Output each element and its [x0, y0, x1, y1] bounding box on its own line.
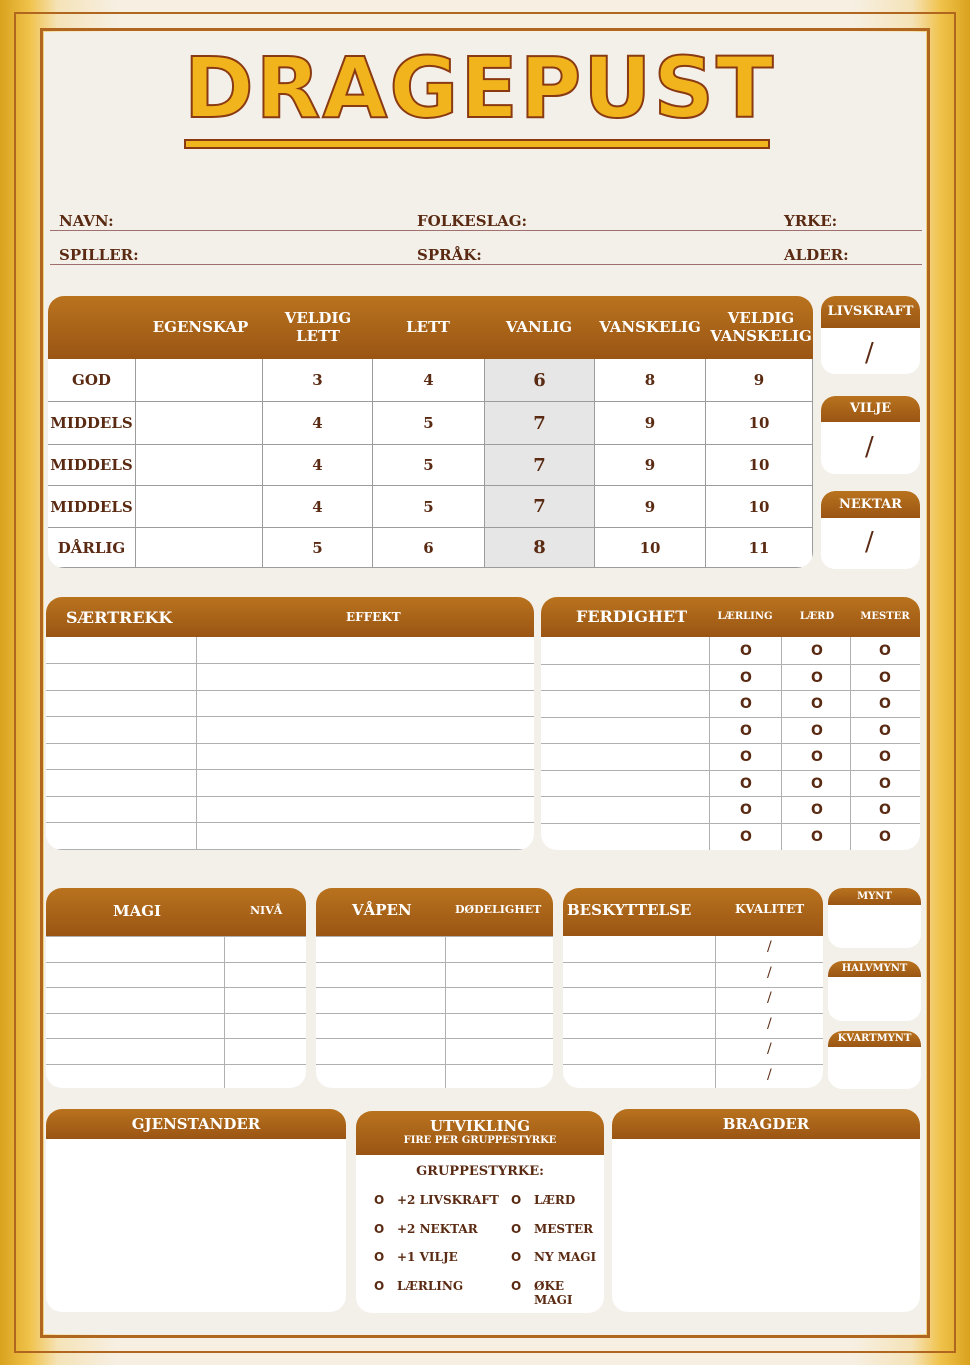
- development-checkbox[interactable]: O: [511, 1250, 522, 1264]
- weapons-panel: [316, 888, 553, 1088]
- protection-row-line: [563, 1013, 823, 1014]
- skill-checkbox[interactable]: O: [879, 828, 891, 845]
- traits-row-line: [46, 822, 534, 823]
- difficulty-value: 5: [373, 445, 485, 486]
- spiller-label: SPILLER:: [59, 246, 139, 264]
- skill-checkbox[interactable]: O: [740, 749, 752, 765]
- vilje-box[interactable]: [821, 396, 920, 474]
- skill-checkbox[interactable]: O: [811, 749, 823, 765]
- skills-row-line: [541, 743, 920, 744]
- magic-row-line: [46, 962, 306, 963]
- weapons-title: VÅPEN: [352, 901, 412, 919]
- development-checkbox[interactable]: O: [374, 1250, 385, 1264]
- skill-checkbox[interactable]: O: [879, 802, 891, 818]
- field-line-1: [50, 230, 922, 231]
- attribute-value-field[interactable]: [136, 528, 263, 568]
- protection-slash: /: [767, 964, 772, 981]
- title-underline: [184, 139, 770, 149]
- magic-row-line: [46, 1038, 306, 1039]
- development-option-label: MESTER: [534, 1222, 594, 1236]
- traits-row-line: [46, 849, 534, 850]
- protection-panel: [563, 888, 823, 1088]
- skill-checkbox[interactable]: O: [811, 722, 823, 739]
- mynt-box[interactable]: [828, 888, 921, 948]
- attribute-row-label: GOD: [48, 359, 136, 402]
- nektar-box[interactable]: [821, 491, 920, 569]
- skills-row-line: [541, 796, 920, 797]
- magic-column-divider: [224, 936, 225, 1088]
- development-checkbox[interactable]: O: [511, 1193, 522, 1207]
- development-option-label: ØKE MAGI: [534, 1279, 573, 1307]
- header-veldig-vanskelig: VELDIG VANSKELIG: [710, 309, 812, 345]
- difficulty-value: 5: [373, 486, 485, 528]
- kvartmynt-box[interactable]: [828, 1031, 921, 1089]
- magic-header: [46, 888, 306, 936]
- protection-row-line: [563, 962, 823, 963]
- difficulty-value: 4: [263, 486, 373, 528]
- development-option-label: +2 LIVSKRAFT: [397, 1193, 499, 1207]
- skills-row-line: [541, 717, 920, 718]
- attribute-value-field[interactable]: [136, 402, 263, 445]
- weapons-row-line: [316, 1013, 553, 1014]
- development-checkbox[interactable]: O: [374, 1279, 385, 1293]
- protection-row-line: [563, 1064, 823, 1065]
- sprak-label: SPRÅK:: [417, 246, 482, 264]
- skill-checkbox[interactable]: O: [740, 722, 752, 739]
- development-option-label: +1 VILJE: [397, 1250, 458, 1264]
- weapons-row-line: [316, 987, 553, 988]
- skill-checkbox[interactable]: O: [811, 643, 823, 659]
- magic-panel: [46, 888, 306, 1088]
- difficulty-value: 9: [595, 486, 706, 528]
- difficulty-value: 8: [595, 359, 706, 402]
- attribute-row-label: MIDDELS: [48, 486, 136, 528]
- traits-column-divider: [196, 637, 197, 850]
- skill-checkbox[interactable]: O: [879, 669, 891, 686]
- attribute-row-label: DÅRLIG: [48, 528, 136, 568]
- mynt-label: MYNT: [828, 888, 921, 905]
- halvmynt-box[interactable]: [828, 961, 921, 1021]
- weapons-column-divider: [445, 936, 446, 1088]
- skill-checkbox[interactable]: O: [879, 696, 891, 712]
- traits-row-line: [46, 716, 534, 717]
- difficulty-value: 3: [263, 359, 373, 402]
- difficulty-value: 10: [706, 486, 813, 528]
- protection-row-line: [563, 987, 823, 988]
- group-strength-label: GRUPPESTYRKE:: [416, 1164, 544, 1179]
- field-line-2: [50, 264, 922, 265]
- protection-slash: /: [767, 990, 772, 1006]
- weapons-row-line: [316, 1064, 553, 1065]
- skill-checkbox[interactable]: O: [879, 722, 891, 739]
- attribute-value-field[interactable]: [136, 486, 263, 528]
- skills-row-line: [541, 664, 920, 665]
- attribute-table-header: [48, 296, 813, 359]
- weapons-header: [316, 888, 553, 936]
- skill-checkbox[interactable]: O: [811, 775, 823, 792]
- traits-effect-label: EFFEKT: [346, 610, 401, 624]
- vilje-slash: /: [865, 432, 874, 462]
- skills-header: [541, 597, 920, 637]
- attribute-row-label: MIDDELS: [48, 402, 136, 445]
- traits-row-line: [46, 690, 534, 691]
- attribute-value-field[interactable]: [136, 359, 263, 402]
- protection-quality-label: KVALITET: [735, 902, 805, 916]
- difficulty-value: 8: [485, 528, 595, 568]
- attribute-table: [48, 296, 813, 568]
- skills-panel: [541, 597, 920, 850]
- development-option-label: LÆRLING: [397, 1279, 464, 1293]
- development-title: UTVIKLING: [429, 1117, 531, 1135]
- development-option-label: LÆRD: [534, 1193, 576, 1207]
- magic-row-line: [46, 1064, 306, 1065]
- difficulty-value: 4: [373, 359, 485, 402]
- nektar-label: NEKTAR: [821, 491, 920, 518]
- skill-level-laerling: LÆRLING: [717, 611, 773, 622]
- traits-title: SÆRTREKK: [66, 608, 173, 627]
- header-egenskap: EGENSKAP: [152, 318, 249, 336]
- magic-title: MAGI: [113, 902, 162, 920]
- skill-checkbox[interactable]: O: [879, 749, 891, 765]
- items-panel[interactable]: [46, 1109, 346, 1312]
- skill-checkbox[interactable]: O: [740, 643, 752, 659]
- traits-header: [46, 597, 534, 637]
- development-checkbox[interactable]: O: [374, 1193, 385, 1207]
- difficulty-value: 9: [595, 445, 706, 486]
- difficulty-value: 7: [485, 445, 595, 486]
- difficulty-value: 9: [595, 402, 706, 445]
- difficulty-value: 7: [485, 486, 595, 528]
- skill-checkbox[interactable]: O: [811, 669, 823, 686]
- attribute-value-field[interactable]: [136, 445, 263, 486]
- skill-checkbox[interactable]: O: [811, 828, 823, 845]
- difficulty-value: 5: [373, 402, 485, 445]
- halvmynt-label: HALVMYNT: [828, 961, 921, 977]
- livskraft-slash: /: [865, 338, 874, 368]
- protection-slash: /: [767, 1015, 772, 1032]
- skills-row-line: [541, 770, 920, 771]
- skill-checkbox[interactable]: O: [811, 696, 823, 712]
- header-veldig-lett: VELDIG LETT: [284, 309, 352, 345]
- difficulty-value: 10: [706, 445, 813, 486]
- header-vanlig: VANLIG: [505, 318, 573, 336]
- traits-panel: [46, 597, 534, 850]
- magic-row-line: [46, 1013, 306, 1014]
- magic-level-label: NIVÅ: [250, 904, 283, 917]
- weapons-lethality-label: DØDELIGHET: [455, 903, 542, 916]
- traits-row-line: [46, 743, 534, 744]
- difficulty-value: 6: [485, 359, 595, 402]
- development-option-label: +2 NEKTAR: [397, 1222, 478, 1236]
- weapons-row-line: [316, 962, 553, 963]
- difficulty-value: 4: [263, 402, 373, 445]
- protection-slash: /: [767, 1066, 772, 1083]
- header-lett: LETT: [406, 318, 450, 336]
- development-header: [356, 1111, 604, 1155]
- difficulty-value: 11: [706, 528, 813, 568]
- skill-checkbox[interactable]: O: [811, 802, 823, 818]
- weapons-row-line: [316, 936, 553, 937]
- sheet-title: DRAGEPUST: [184, 39, 776, 137]
- difficulty-value: 6: [373, 528, 485, 568]
- development-checkbox[interactable]: O: [511, 1222, 522, 1236]
- development-checkbox[interactable]: O: [374, 1222, 385, 1236]
- navn-label: NAVN:: [59, 212, 114, 230]
- skills-row-line: [541, 823, 920, 824]
- skill-checkbox[interactable]: O: [740, 802, 752, 818]
- skill-checkbox[interactable]: O: [740, 696, 752, 712]
- protection-title: BESKYTTELSE: [567, 901, 692, 919]
- nektar-slash: /: [865, 527, 874, 557]
- protection-header: [563, 888, 823, 936]
- skill-level-laerd: LÆRD: [799, 611, 835, 622]
- alder-label: ALDER:: [784, 246, 849, 264]
- items-title: GJENSTANDER: [131, 1115, 261, 1133]
- skill-checkbox[interactable]: O: [740, 828, 752, 845]
- protection-slash: /: [767, 1041, 772, 1057]
- folkeslag-label: FOLKESLAG:: [417, 212, 528, 230]
- traits-row-line: [46, 796, 534, 797]
- items-header: [46, 1109, 346, 1139]
- protection-slash: /: [767, 939, 772, 955]
- protection-row-line: [563, 1038, 823, 1039]
- livskraft-box[interactable]: [821, 296, 920, 374]
- difficulty-value: 10: [595, 528, 706, 568]
- development-panel: [356, 1111, 604, 1313]
- feats-title: BRAGDER: [722, 1115, 810, 1133]
- skills-title: FERDIGHET: [576, 607, 688, 626]
- feats-header: [612, 1109, 920, 1139]
- skill-checkbox[interactable]: O: [879, 643, 891, 659]
- livskraft-label: LIVSKRAFT: [821, 296, 920, 328]
- traits-row-line: [46, 663, 534, 664]
- attribute-row-label: MIDDELS: [48, 445, 136, 486]
- difficulty-value: 10: [706, 402, 813, 445]
- kvartmynt-label: KVARTMYNT: [828, 1031, 921, 1047]
- skill-checkbox[interactable]: O: [740, 775, 752, 792]
- magic-row-line: [46, 936, 306, 937]
- magic-row-line: [46, 987, 306, 988]
- feats-panel[interactable]: [612, 1109, 920, 1312]
- difficulty-value: 9: [706, 359, 813, 402]
- vilje-label: VILJE: [821, 396, 920, 422]
- weapons-row-line: [316, 1038, 553, 1039]
- skill-level-mester: MESTER: [860, 611, 910, 622]
- header-vanskelig: VANSKELIG: [599, 318, 701, 336]
- difficulty-value: 4: [263, 445, 373, 486]
- skill-checkbox[interactable]: O: [879, 775, 891, 792]
- skill-checkbox[interactable]: O: [740, 669, 752, 686]
- difficulty-value: 5: [263, 528, 373, 568]
- yrke-label: YRKE:: [784, 212, 838, 230]
- development-option-label: NY MAGI: [534, 1250, 597, 1264]
- development-subtitle: FIRE PER GRUPPESTYRKE: [403, 1135, 557, 1146]
- skills-row-line: [541, 690, 920, 691]
- difficulty-value: 7: [485, 402, 595, 445]
- development-checkbox[interactable]: O: [511, 1279, 522, 1293]
- traits-row-line: [46, 769, 534, 770]
